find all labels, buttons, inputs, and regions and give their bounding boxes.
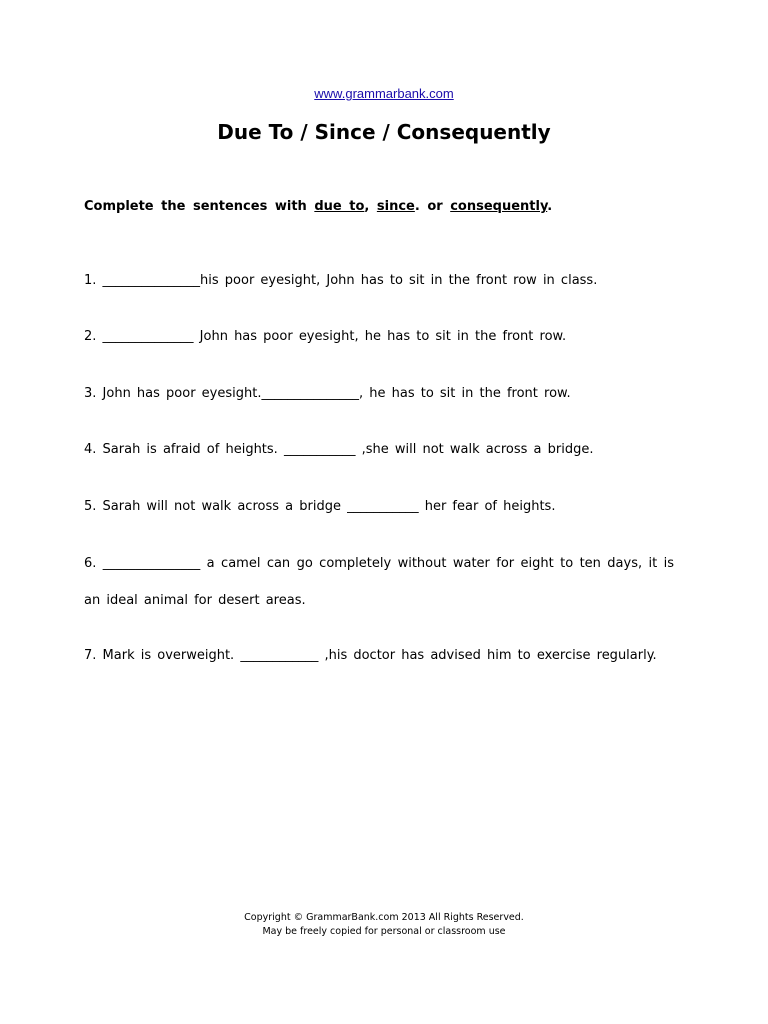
question-6: 6. _______________ a camel can go completely without water for eight to ten days, it is an ideal animal for desert areas.: [84, 556, 674, 608]
question-5: 5. Sarah will not walk across a bridge ___________ her fear of heights.: [84, 499, 556, 514]
site-link[interactable]: www.grammarbank.com: [314, 86, 454, 101]
option-consequently: consequently: [450, 199, 548, 214]
usage-line: May be freely copied for personal or classroom use: [262, 926, 506, 937]
question-7: 7. Mark is overweight. ____________ ,his doctor has advised him to exercise regularly.: [84, 648, 657, 663]
option-since: since: [376, 199, 415, 214]
footer: [0, 911, 768, 939]
question-1: 1. _______________his poor eyesight, John has to sit in the front row in class.: [84, 273, 598, 288]
instructions: [84, 199, 684, 214]
page-title: Due To / Since / Consequently: [217, 120, 551, 144]
instructions-end: .: [547, 199, 553, 214]
question-2: 2. ______________ John has poor eyesight, he has to sit in the front row.: [84, 329, 567, 344]
question-3: 3. John has poor eyesight._______________, he has to sit in the front row.: [84, 386, 571, 401]
instructions-separator: ,: [364, 199, 370, 214]
question-4: 4. Sarah is afraid of heights. ___________ ,she will not walk across a bridge.: [84, 442, 594, 457]
instructions-prefix: Complete the sentences with: [84, 199, 307, 214]
instructions-separator: . or: [414, 199, 443, 214]
copyright-line: Copyright © GrammarBank.com 2013 All Rights Reserved.: [244, 912, 524, 923]
option-due-to: due to: [314, 199, 365, 214]
